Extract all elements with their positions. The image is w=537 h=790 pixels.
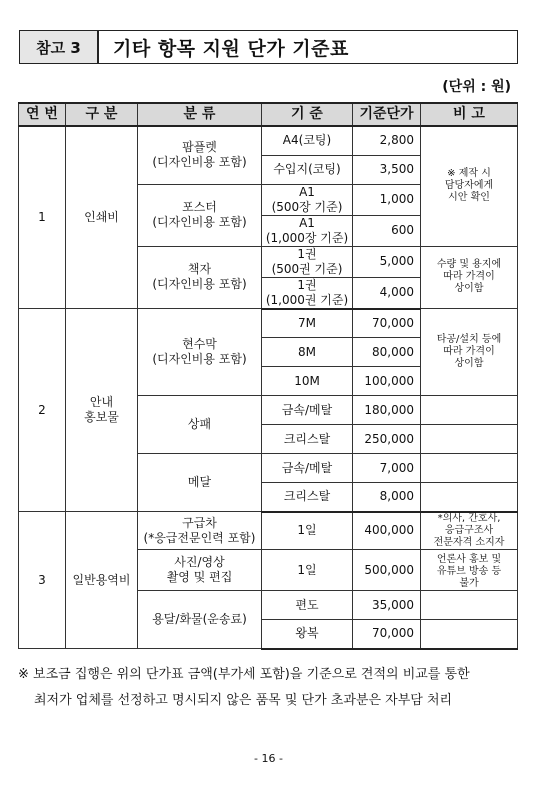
price-cell: 2,800	[353, 126, 421, 155]
header-standard: 기 준	[262, 103, 353, 126]
item-cell: 팜플렛 (디자인비용 포함)	[138, 126, 262, 184]
price-cell: 500,000	[353, 550, 421, 591]
standard-cell: 금속/메탈	[262, 396, 353, 425]
footnote	[18, 662, 523, 714]
unit-label: (단위 : 원)	[442, 79, 511, 95]
note-cell	[421, 483, 518, 512]
header-price: 기준단가	[353, 103, 421, 126]
title-label: 참고 3	[20, 31, 99, 63]
row-number: 1	[19, 126, 66, 309]
item-cell: 사진/영상 촬영 및 편집	[138, 550, 262, 591]
standard-cell: 8M	[262, 338, 353, 367]
footnote-line-2: 최저가 업체를 선정하고 명시되지 않은 품목 및 단가 초과분은 자부담 처리	[34, 693, 453, 708]
price-cell: 70,000	[353, 309, 421, 338]
price-cell: 400,000	[353, 512, 421, 550]
note-cell: 타공/설치 등에 따라 가격이 상이함	[421, 309, 518, 396]
standard-cell: 크리스탈	[262, 483, 353, 512]
note-cell	[421, 620, 518, 649]
price-cell: 180,000	[353, 396, 421, 425]
price-cell: 80,000	[353, 338, 421, 367]
standard-cell: 1일	[262, 512, 353, 550]
category-cell: 일반용역비	[66, 512, 138, 649]
item-cell: 현수막 (디자인비용 포함)	[138, 309, 262, 396]
category-cell: 안내 홍보물	[66, 309, 138, 512]
standard-cell: 수입지(코팅)	[262, 155, 353, 184]
price-cell: 70,000	[353, 620, 421, 649]
price-cell: 8,000	[353, 483, 421, 512]
note-cell	[421, 591, 518, 620]
item-cell: 포스터 (디자인비용 포함)	[138, 184, 262, 246]
header-category: 구 분	[66, 103, 138, 126]
standard-cell: 크리스탈	[262, 425, 353, 454]
table-row	[19, 512, 518, 550]
header-no: 연 번	[19, 103, 66, 126]
price-cell: 3,500	[353, 155, 421, 184]
standard-cell: 10M	[262, 367, 353, 396]
standard-cell: A1 (1,000장 기준)	[262, 215, 353, 246]
standard-cell: 1권 (1,000권 기준)	[262, 277, 353, 309]
note-cell: 수량 및 용지에 따라 가격이 상이함	[421, 246, 518, 309]
standard-cell: 7M	[262, 309, 353, 338]
item-cell: 구급차 (*응급전문인력 포함)	[138, 512, 262, 550]
standard-cell: 편도	[262, 591, 353, 620]
note-cell: *의사, 간호사, 응급구조사 전문자격 소지자	[421, 512, 518, 550]
row-number: 3	[19, 512, 66, 649]
header-note: 비 고	[421, 103, 518, 126]
price-cell: 4,000	[353, 277, 421, 309]
table-row	[19, 309, 518, 338]
item-cell: 용달/화물(운송료)	[138, 591, 262, 649]
standard-cell: 왕복	[262, 620, 353, 649]
standard-cell: A1 (500장 기준)	[262, 184, 353, 215]
row-number: 2	[19, 309, 66, 512]
standard-cell: 1일	[262, 550, 353, 591]
price-cell: 5,000	[353, 246, 421, 277]
price-cell: 1,000	[353, 184, 421, 215]
price-cell: 7,000	[353, 454, 421, 483]
footnote-line-1: ※ 보조금 집행은 위의 단가표 금액(부가세 포함)을 기준으로 견적의 비교를 통한	[18, 667, 470, 682]
note-cell	[421, 454, 518, 483]
category-cell: 인쇄비	[66, 126, 138, 309]
standard-cell: 금속/메탈	[262, 454, 353, 483]
price-cell: 35,000	[353, 591, 421, 620]
table-header-row	[19, 103, 518, 126]
price-cell: 250,000	[353, 425, 421, 454]
title-box	[19, 30, 518, 64]
page-number: - 16 -	[254, 752, 283, 765]
item-cell: 책자 (디자인비용 포함)	[138, 246, 262, 309]
price-table	[18, 102, 518, 650]
note-cell: ※ 제작 시 담당자에게 시안 확인	[421, 126, 518, 246]
standard-cell: 1권 (500권 기준)	[262, 246, 353, 277]
price-cell: 100,000	[353, 367, 421, 396]
item-cell: 상패	[138, 396, 262, 454]
note-cell: 언론사 홍보 및 유튜브 방송 등 불가	[421, 550, 518, 591]
page-title: 기타 항목 지원 단가 기준표	[113, 37, 349, 60]
header-item: 분 류	[138, 103, 262, 126]
item-cell: 메달	[138, 454, 262, 512]
standard-cell: A4(코팅)	[262, 126, 353, 155]
note-cell	[421, 396, 518, 425]
price-cell: 600	[353, 215, 421, 246]
note-cell	[421, 425, 518, 454]
table-row	[19, 126, 518, 155]
